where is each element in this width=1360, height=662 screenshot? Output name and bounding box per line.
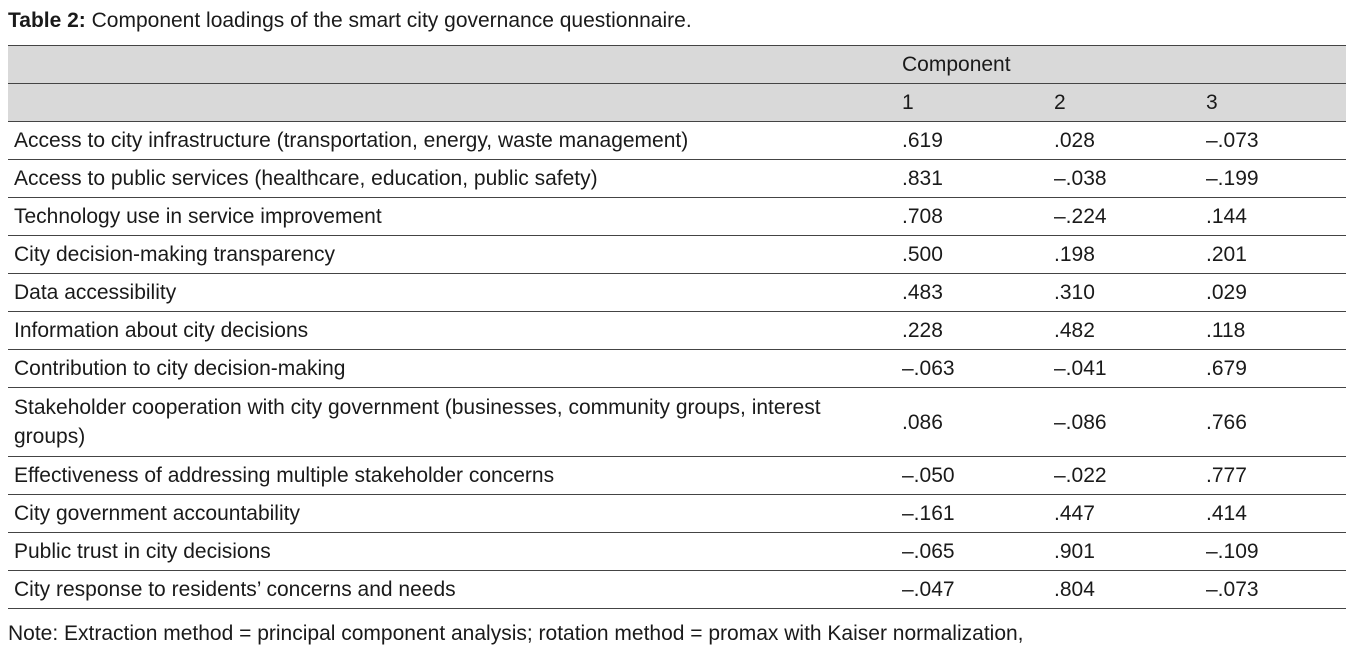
table-row <box>8 160 1346 198</box>
loading-component-3: .118 <box>1200 312 1346 350</box>
loading-component-1: .500 <box>896 236 1048 274</box>
loading-component-2: .901 <box>1048 533 1200 571</box>
table-caption <box>8 8 692 34</box>
loading-component-2: –.224 <box>1048 198 1200 236</box>
header-column-1: 1 <box>896 84 1048 122</box>
table-row <box>8 312 1346 350</box>
header-empty-cell <box>8 84 896 122</box>
header-column-2: 2 <box>1048 84 1200 122</box>
table-header-row-columns <box>8 84 1346 122</box>
table-header-row-group <box>8 46 1346 84</box>
loading-component-3: –.109 <box>1200 533 1346 571</box>
loading-component-1: .228 <box>896 312 1048 350</box>
component-loadings-table <box>8 45 1346 609</box>
table-row <box>8 236 1346 274</box>
loading-component-2: .198 <box>1048 236 1200 274</box>
table-row <box>8 533 1346 571</box>
loading-component-1: –.047 <box>896 571 1048 609</box>
loading-component-1: –.063 <box>896 350 1048 388</box>
item-label: Information about city decisions <box>8 312 896 350</box>
loading-component-3: –.073 <box>1200 571 1346 609</box>
item-label: Contribution to city decision-making <box>8 350 896 388</box>
loading-component-1: .483 <box>896 274 1048 312</box>
loading-component-2: .028 <box>1048 122 1200 160</box>
loading-component-3: .679 <box>1200 350 1346 388</box>
item-label: Stakeholder cooperation with city government (businesses, community groups, interest groups) <box>8 388 896 457</box>
header-component: Component <box>896 46 1346 84</box>
loading-component-2: –.038 <box>1048 160 1200 198</box>
loading-component-1: –.050 <box>896 457 1048 495</box>
loading-component-1: –.161 <box>896 495 1048 533</box>
loading-component-3: .029 <box>1200 274 1346 312</box>
loading-component-3: –.073 <box>1200 122 1346 160</box>
header-column-3: 3 <box>1200 84 1346 122</box>
loading-component-3: .144 <box>1200 198 1346 236</box>
loading-component-3: .414 <box>1200 495 1346 533</box>
table-row <box>8 388 1346 457</box>
table-row <box>8 571 1346 609</box>
item-label: Access to city infrastructure (transportation, energy, waste management) <box>8 122 896 160</box>
loading-component-2: .310 <box>1048 274 1200 312</box>
loading-component-1: .619 <box>896 122 1048 160</box>
table-row <box>8 274 1346 312</box>
table-row <box>8 350 1346 388</box>
table-row <box>8 457 1346 495</box>
loading-component-2: –.041 <box>1048 350 1200 388</box>
loading-component-3: .766 <box>1200 388 1346 457</box>
header-empty-cell <box>8 46 896 84</box>
loading-component-2: –.022 <box>1048 457 1200 495</box>
item-label: Technology use in service improvement <box>8 198 896 236</box>
loading-component-2: –.086 <box>1048 388 1200 457</box>
item-label: Access to public services (healthcare, education, public safety) <box>8 160 896 198</box>
loading-component-2: .447 <box>1048 495 1200 533</box>
loading-component-1: –.065 <box>896 533 1048 571</box>
loading-component-1: .708 <box>896 198 1048 236</box>
loading-component-2: .804 <box>1048 571 1200 609</box>
table-row <box>8 495 1346 533</box>
loading-component-3: .777 <box>1200 457 1346 495</box>
item-label: Effectiveness of addressing multiple stakeholder concerns <box>8 457 896 495</box>
table-row <box>8 122 1346 160</box>
item-label: Public trust in city decisions <box>8 533 896 571</box>
loading-component-3: –.199 <box>1200 160 1346 198</box>
loading-component-1: .831 <box>896 160 1048 198</box>
loading-component-3: .201 <box>1200 236 1346 274</box>
table-caption-text: Component loadings of the smart city governance questionnaire. <box>85 9 692 32</box>
item-label: City response to residents’ concerns and needs <box>8 571 896 609</box>
table-row <box>8 198 1346 236</box>
table-body <box>8 122 1346 609</box>
item-label: City decision-making transparency <box>8 236 896 274</box>
item-label: City government accountability <box>8 495 896 533</box>
table-note: Note: Extraction method = principal component analysis; rotation method = promax with Kaiser normalization, <box>8 622 1024 645</box>
loading-component-2: .482 <box>1048 312 1200 350</box>
loading-component-1: .086 <box>896 388 1048 457</box>
table-caption-label: Table 2: <box>8 9 86 32</box>
item-label: Data accessibility <box>8 274 896 312</box>
